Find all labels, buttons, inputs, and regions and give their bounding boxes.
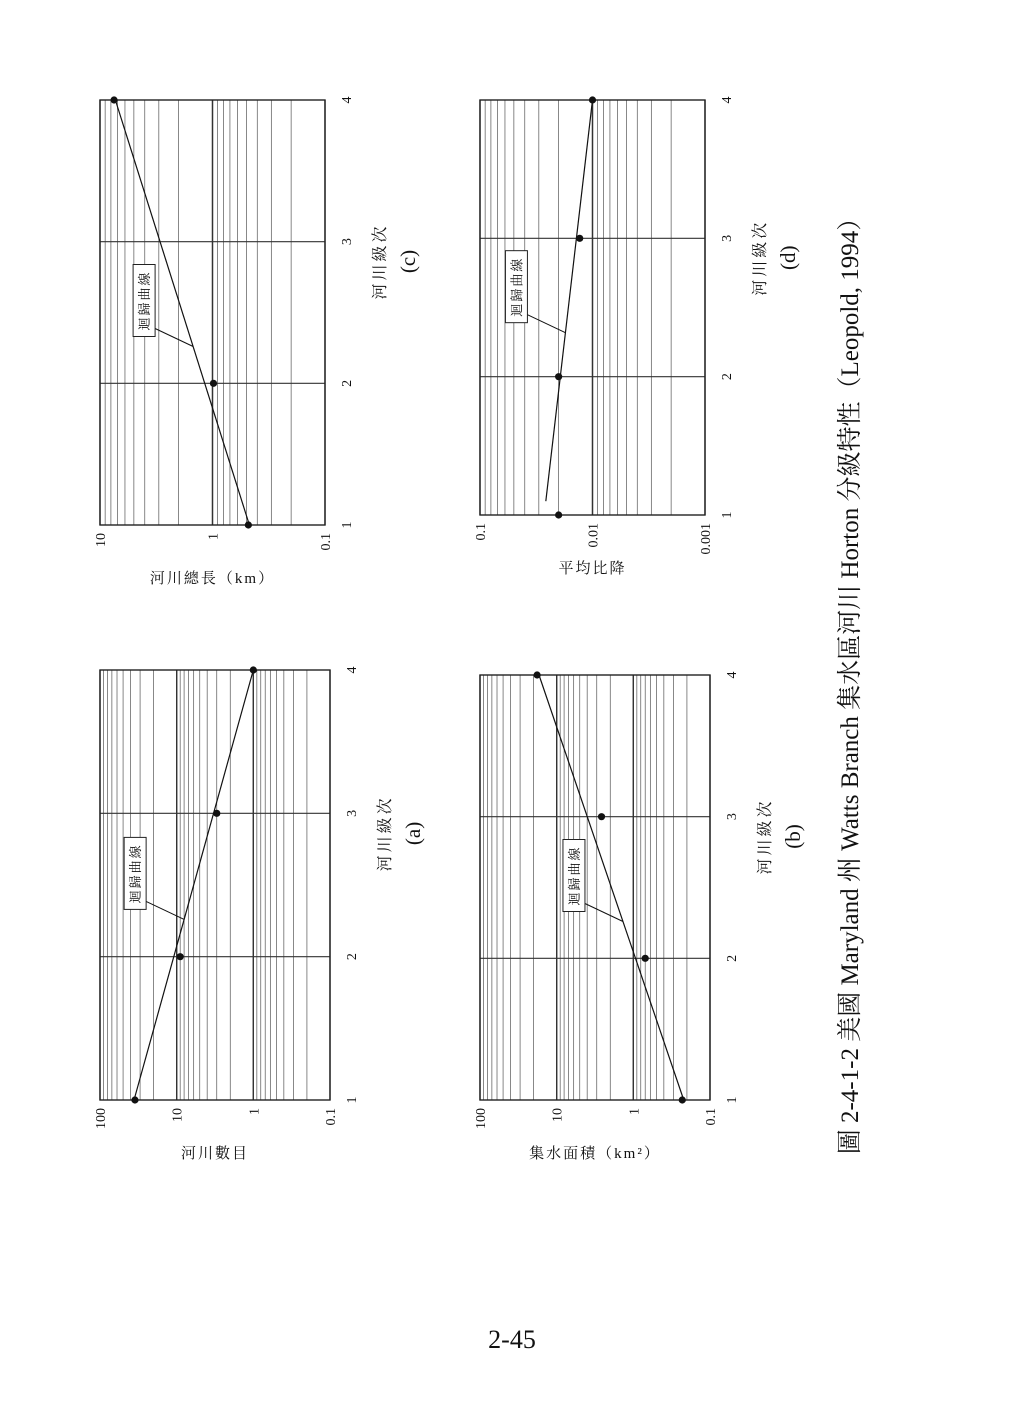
figure-caption: 圖 2-4-1-2 美國 Maryland 州 Watts Branch 集水區河川 Horton 分級特性（Leopold, 1994） bbox=[837, 205, 864, 1155]
y-tick-label: 10 bbox=[170, 1108, 186, 1122]
x-axis-label: 河川級次 bbox=[752, 219, 769, 296]
data-point bbox=[245, 521, 252, 528]
y-tick-label: 0.1 bbox=[474, 523, 489, 541]
x-tick-label: 3 bbox=[340, 238, 355, 246]
annotation-leader bbox=[155, 329, 193, 347]
x-tick-label: 3 bbox=[720, 234, 735, 242]
annotation-label: 迴歸曲線 bbox=[128, 843, 144, 904]
y-tick-label: 100 bbox=[474, 1108, 489, 1129]
x-tick-label: 4 bbox=[345, 666, 360, 674]
data-point bbox=[177, 953, 184, 960]
data-point bbox=[598, 813, 605, 820]
panel-label: (b) bbox=[781, 824, 805, 849]
regression-line bbox=[546, 100, 593, 501]
annotation-leader bbox=[527, 315, 565, 333]
chart-c bbox=[94, 96, 420, 587]
y-tick-label: 0.1 bbox=[704, 1108, 719, 1126]
x-tick-label: 1 bbox=[720, 511, 735, 519]
chart-b bbox=[474, 671, 805, 1162]
x-tick-label: 1 bbox=[345, 1096, 360, 1104]
page-number: 2-45 bbox=[488, 1325, 536, 1354]
data-point bbox=[679, 1096, 686, 1103]
panel-label: (a) bbox=[401, 821, 425, 846]
x-tick-label: 4 bbox=[340, 96, 355, 104]
x-axis-label: 河川級次 bbox=[757, 798, 774, 875]
data-point bbox=[131, 1096, 138, 1103]
y-tick-label: 1 bbox=[247, 1108, 263, 1115]
y-tick-label: 100 bbox=[94, 1108, 109, 1129]
y-tick-label: 10 bbox=[94, 533, 109, 547]
data-point bbox=[555, 511, 562, 518]
data-point bbox=[576, 235, 583, 242]
x-tick-label: 3 bbox=[345, 809, 360, 817]
data-point bbox=[533, 671, 540, 678]
x-tick-label: 1 bbox=[340, 521, 355, 529]
y-tick-label: 10 bbox=[550, 1108, 566, 1122]
data-point bbox=[250, 666, 257, 673]
x-axis-label: 河川級次 bbox=[377, 795, 394, 872]
y-axis-label: 河川總長（km） bbox=[149, 571, 276, 587]
annotation-label: 迴歸曲線 bbox=[509, 256, 525, 317]
chart-a bbox=[94, 666, 425, 1162]
x-tick-label: 2 bbox=[725, 954, 740, 962]
annotation-label: 迴歸曲線 bbox=[137, 270, 153, 331]
annotation-leader bbox=[146, 901, 184, 919]
rotated-figure bbox=[40, 96, 910, 1230]
y-axis-label: 平均比降 bbox=[558, 561, 627, 577]
y-tick-label: 1 bbox=[627, 1108, 643, 1115]
x-tick-label: 1 bbox=[725, 1096, 740, 1104]
data-point bbox=[110, 96, 117, 103]
data-point bbox=[642, 955, 649, 962]
data-point bbox=[555, 373, 562, 380]
x-tick-label: 3 bbox=[725, 813, 740, 821]
y-tick-label: 0.01 bbox=[586, 523, 602, 548]
panel-label: (c) bbox=[396, 249, 420, 274]
y-tick-label: 0.1 bbox=[324, 1108, 339, 1126]
y-tick-label: 1 bbox=[206, 533, 222, 540]
data-point bbox=[210, 380, 217, 387]
x-tick-label: 2 bbox=[345, 953, 360, 961]
x-tick-label: 2 bbox=[340, 379, 355, 387]
plot-frame bbox=[480, 675, 710, 1100]
data-point bbox=[213, 810, 220, 817]
panel-label: (d) bbox=[776, 245, 800, 270]
annotation-label: 迴歸曲線 bbox=[566, 845, 582, 906]
data-point bbox=[589, 96, 596, 103]
y-tick-label: 0.001 bbox=[699, 523, 714, 555]
regression-line bbox=[539, 675, 684, 1100]
x-axis-label: 河川級次 bbox=[372, 223, 389, 300]
x-tick-label: 2 bbox=[720, 373, 735, 381]
y-axis-label: 集水面積（km²） bbox=[529, 1146, 661, 1162]
figure-charts bbox=[40, 96, 910, 1230]
chart-d bbox=[474, 96, 800, 577]
y-tick-label: 0.1 bbox=[319, 533, 334, 551]
x-tick-label: 4 bbox=[725, 671, 740, 679]
y-axis-label: 河川數目 bbox=[180, 1146, 250, 1162]
x-tick-label: 4 bbox=[720, 96, 735, 104]
